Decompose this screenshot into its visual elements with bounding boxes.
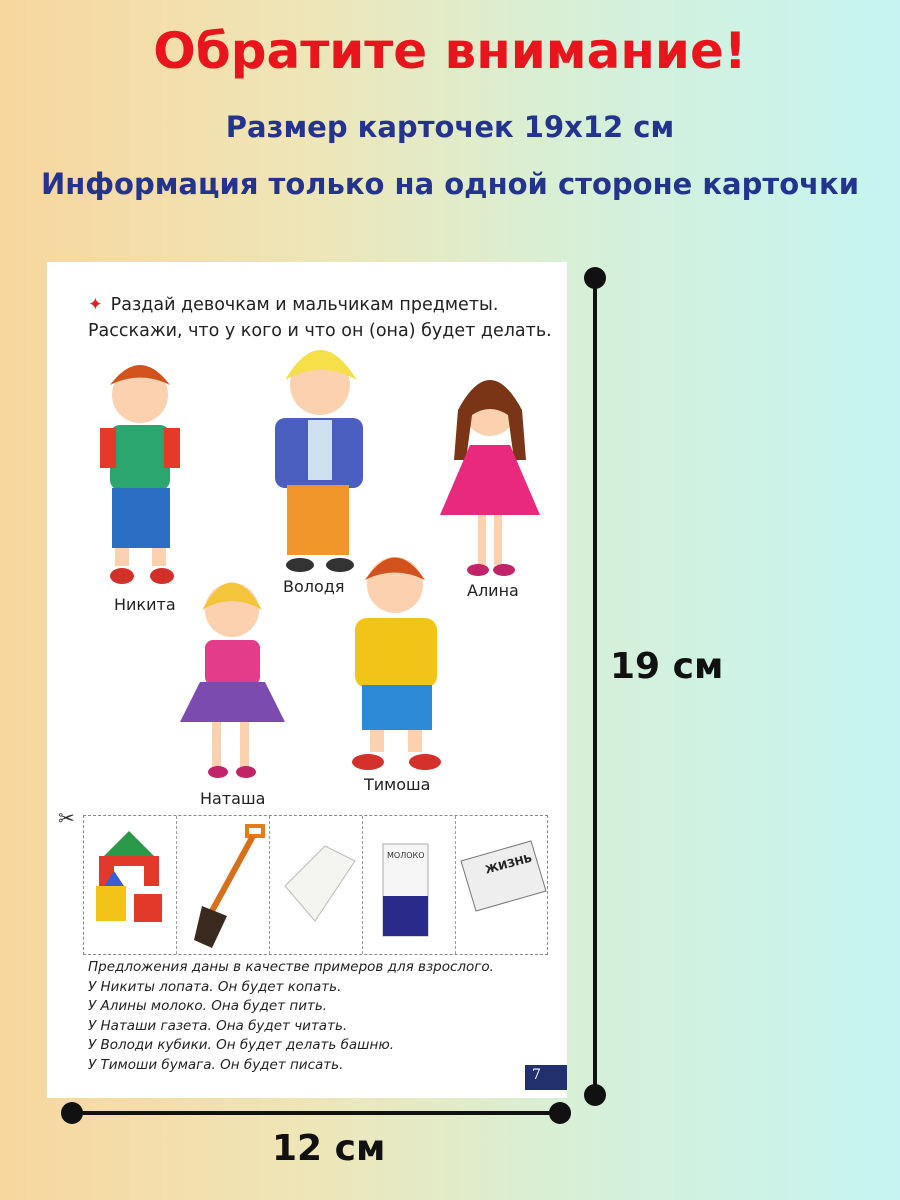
page-number: 7 — [525, 1065, 567, 1090]
svg-text:ЖИЗНЬ: ЖИЗНЬ — [483, 851, 534, 877]
note-line: У Тимоши бумага. Он будет писать. — [88, 1056, 344, 1073]
child-name: Алина — [467, 581, 519, 600]
note-line: У Володи кубики. Он будет делать башню. — [88, 1037, 395, 1053]
size-note: Размер карточек 19х12 см — [225, 110, 675, 144]
page-title: Обратите внимание! — [153, 22, 747, 80]
child-name: Володя — [283, 577, 345, 596]
note-line: У Никиты лопата. Он будет копать. — [88, 978, 342, 995]
svg-text:МОЛОКО: МОЛОКО — [387, 851, 425, 860]
note-line: У Наташи газета. Она будет читать. — [88, 1017, 348, 1034]
note-line: У Алины молоко. Она будет пить. — [88, 998, 328, 1014]
child-name: Тимоша — [364, 775, 431, 794]
width-label: 12 см — [272, 1128, 386, 1169]
child-name: Никита — [114, 595, 176, 614]
child-name: Наташа — [200, 789, 266, 808]
height-label: 19 см — [610, 646, 724, 687]
scissors-icon: ✂ — [58, 806, 75, 830]
star-icon: ✦ — [88, 295, 103, 315]
note-line: Предложения даны в качестве примеров для взрослого. — [88, 959, 494, 975]
info-note: Информация только на одной стороне карточки — [40, 167, 860, 201]
instruction-text: Раздай девочкам и мальчикам предметы. Расскажи, что у кого и что он (она) будет делать. — [88, 295, 552, 341]
